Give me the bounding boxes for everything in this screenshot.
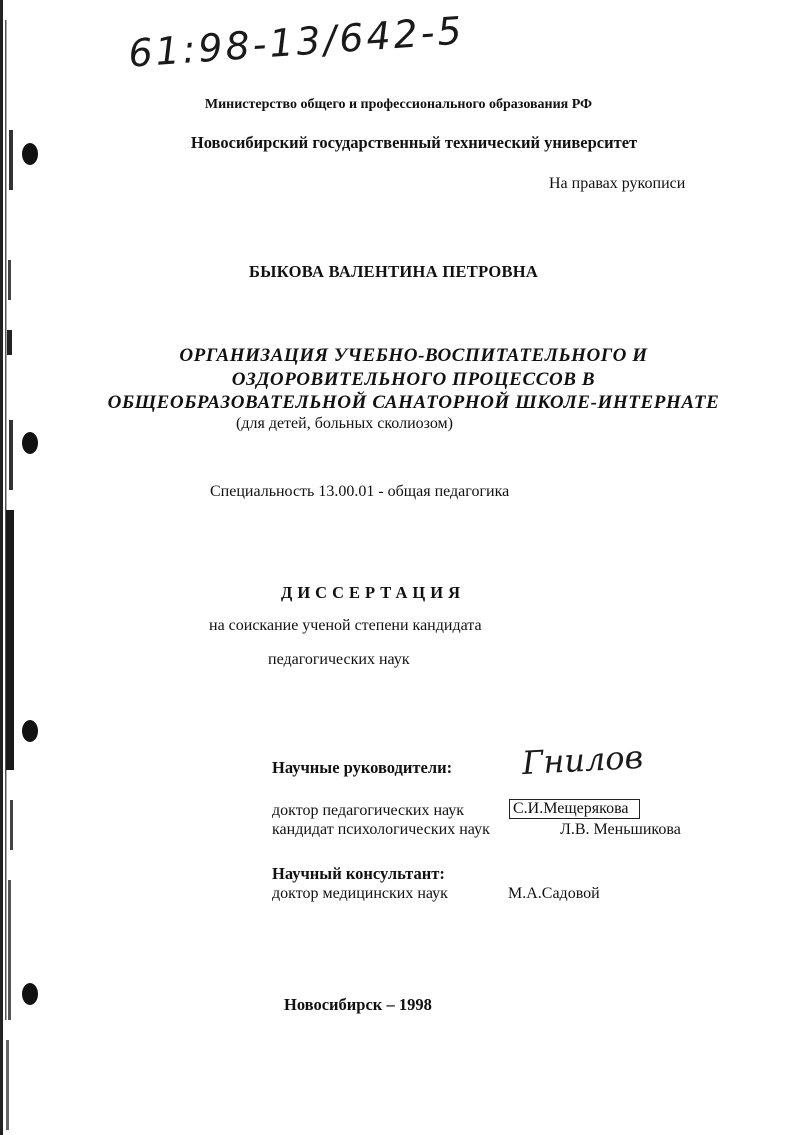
supervisor-1-title: доктор педагогических наук [272,802,465,819]
manuscript-note: На правах рукописи [549,175,686,192]
title-line-2: ОЗДОРОВИТЕЛЬНОГО ПРОЦЕССОВ В [231,369,596,390]
consultant-title: доктор медицинских наук [272,885,448,902]
author-name: БЫКОВА ВАЛЕНТИНА ПЕТРОВНА [249,262,539,281]
punch-hole [22,432,38,454]
scan-binding-edge [0,0,18,1135]
supervisors-label: Научные руководители: [272,758,453,777]
ministry-name: Министерство общего и профессионального образования РФ [204,97,593,112]
supervisor-2-name: Л.В. Меньшикова [560,821,681,838]
punch-hole [22,983,38,1005]
signature: Гнилов [521,737,645,783]
title-line-3: ОБЩЕОБРАЗОВАТЕЛЬНОЙ САНАТОРНОЙ ШКОЛЕ-ИНТЕРНАТЕ [107,392,720,413]
specialty: Специальность 13.00.01 - общая педагогика [210,483,510,500]
supervisor-2-title: кандидат психологических наук [272,821,490,838]
title-line-1: ОРГАНИЗАЦИЯ УЧЕБНО-ВОСПИТАТЕЛЬНОГО И [179,345,648,366]
university-name: Новосибирский государственный технический университет [190,133,638,152]
degree-line-2: педагогических наук [268,651,410,668]
degree-line-1: на соискание ученой степени кандидата [209,617,482,634]
punch-hole [22,720,38,742]
archive-number: 61:98-13/642-5 [126,8,466,76]
consultant-name: М.А.Садовой [508,885,600,902]
city-year: Новосибирск – 1998 [284,995,432,1014]
supervisor-1-name: С.И.Мещерякова [509,799,640,819]
document-type: ДИССЕРТАЦИЯ [281,583,465,602]
subtitle: (для детей, больных сколиозом) [236,415,454,432]
consultant-label: Научный консультант: [272,864,445,883]
